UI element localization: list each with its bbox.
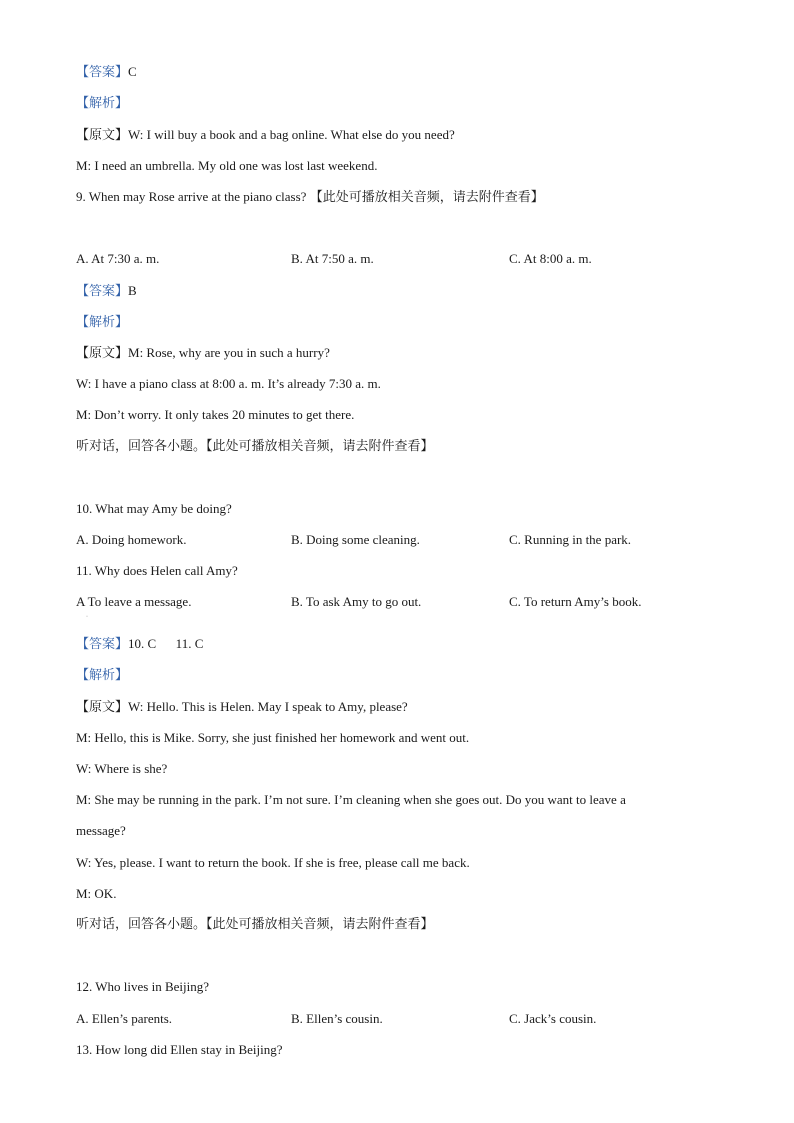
option-c: C. Jack’s cousin. — [509, 1011, 597, 1026]
question-11: 11. Why does Helen call Amy? — [76, 563, 238, 578]
analysis-line — [76, 95, 128, 112]
dialogue-line: M: Hello, this is Mike. Sorry, she just finished her homework and went out. — [76, 730, 470, 745]
dialogue-line: M: She may be running in the park. I’m not sure. I’m cleaning when she goes out. Do you want to leave a — [76, 792, 626, 807]
dialogue-line: M: Don’t worry. It only takes 20 minutes to get there. — [76, 407, 355, 422]
option-b: B. At 7:50 a. m. — [291, 251, 374, 266]
listening-instruction: 听对话，回答各小题。【此处可播放相关音频，请去附件查看】 — [76, 439, 434, 454]
dialogue-line: W: Hello. This is Helen. May I speak to Amy, please? — [128, 699, 408, 714]
dialogue-line: M: OK. — [76, 886, 117, 901]
original-tag: 【原文】 — [76, 700, 129, 715]
answer-value: 10. C 11. C — [128, 636, 204, 651]
option-b: B. Ellen’s cousin. — [291, 1011, 383, 1026]
option-a: A. At 7:30 a. m. — [76, 251, 160, 266]
analysis-tag: 【解析】 — [76, 668, 129, 683]
original-line — [76, 127, 455, 144]
question-13: 13. How long did Ellen stay in Beijing? — [76, 1042, 283, 1057]
dialogue-line: W: Where is she? — [76, 761, 168, 776]
analysis-tag: 【解析】 — [76, 315, 129, 330]
original-line — [76, 345, 330, 362]
original-line — [76, 699, 408, 716]
question-12: 12. Who lives in Beijing? — [76, 979, 209, 994]
answer-line — [76, 64, 137, 81]
original-tag: 【原文】 — [76, 346, 129, 361]
option-a: A. Doing homework. — [76, 532, 187, 547]
original-tag: 【原文】 — [76, 128, 129, 143]
option-a: A To leave a message. — [76, 594, 192, 609]
answer-line — [76, 636, 203, 653]
dialogue-line: message? — [76, 823, 126, 838]
analysis-tag: 【解析】 — [76, 96, 129, 111]
stray-mark: · — [86, 614, 88, 620]
option-c: C. At 8:00 a. m. — [509, 251, 592, 266]
dialogue-line: W: Yes, please. I want to return the book. If she is free, please call me back. — [76, 855, 470, 870]
answer-tag: 【答案】 — [76, 284, 129, 299]
question-10: 10. What may Amy be doing? — [76, 501, 232, 516]
option-b: B. Doing some cleaning. — [291, 532, 420, 547]
question-text: 9. When may Rose arrive at the piano class? — [76, 189, 307, 204]
option-c: C. To return Amy’s book. — [509, 594, 642, 609]
answer-value: C — [128, 64, 137, 79]
dialogue-line: M: Rose, why are you in such a hurry? — [128, 345, 330, 360]
answer-tag: 【答案】 — [76, 637, 129, 652]
answer-value: B — [128, 283, 137, 298]
listening-instruction: 听对话，回答各小题。【此处可播放相关音频，请去附件查看】 — [76, 917, 434, 932]
dialogue-line: W: I will buy a book and a bag online. What else do you need? — [128, 127, 455, 142]
analysis-line — [76, 314, 128, 331]
question-9 — [76, 189, 544, 206]
option-b: B. To ask Amy to go out. — [291, 594, 422, 609]
dialogue-line: M: I need an umbrella. My old one was lost last weekend. — [76, 158, 378, 173]
analysis-line — [76, 667, 128, 684]
audio-note: 【此处可播放相关音频，请去附件查看】 — [309, 190, 544, 205]
dialogue-line: W: I have a piano class at 8:00 a. m. It’s already 7:30 a. m. — [76, 376, 381, 391]
answer-tag: 【答案】 — [76, 65, 129, 80]
option-a: A. Ellen’s parents. — [76, 1011, 173, 1026]
option-c: C. Running in the park. — [509, 532, 632, 547]
answer-line — [76, 283, 137, 300]
